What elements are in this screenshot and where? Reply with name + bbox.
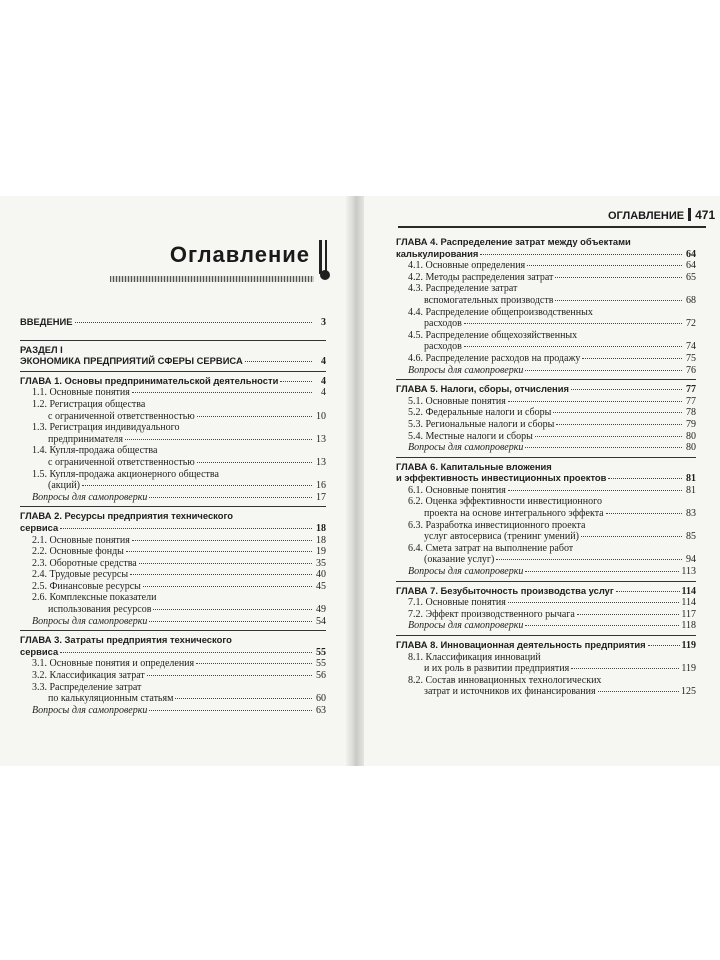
book-gutter [346, 196, 364, 766]
toc-entry-sec[interactable] [20, 399, 326, 422]
toc-entry-text: ВВЕДЕНИЕ [20, 316, 73, 327]
toc-page-number: 68 [686, 294, 696, 306]
toc-entry-text: ГЛАВА 5. Налоги, сборы, отчисления [396, 383, 569, 395]
toc-entry-sec[interactable] [20, 569, 326, 581]
spacer [20, 329, 326, 337]
toc-page-number: 40 [316, 569, 326, 581]
toc-entry-text: ГЛАВА 8. Инновационная деятельность предприятия [396, 639, 646, 650]
toc-entry-row [408, 419, 696, 431]
toc-entry-text: 5.3. Региональные налоги и сборы [408, 418, 555, 430]
toc-entry-sec[interactable] [396, 597, 696, 609]
toc-entry-row [408, 341, 696, 353]
toc-entry-text: Вопросы для самопроверки [408, 566, 524, 578]
toc-entry-chapter[interactable] [396, 383, 696, 396]
toc-entry-text: и эффективность инвестиционных проектов [396, 472, 607, 484]
dot-leader [60, 652, 312, 653]
dot-leader [280, 381, 312, 382]
toc-entry-text: с ограниченной ответственностью [48, 456, 195, 468]
running-header-label: ОГЛАВЛЕНИЕ [608, 210, 685, 222]
toc-entry-row [32, 604, 326, 616]
toc-entry-text: (оказание услуг) [424, 554, 495, 566]
toc-left [20, 312, 326, 716]
toc-entry-text: 7.2. Эффект производственного рычага [408, 608, 575, 620]
toc-page-number: 80 [686, 430, 696, 442]
toc-entry-q[interactable] [396, 566, 696, 578]
toc-entry-sec[interactable] [396, 330, 696, 353]
toc-entry-row [32, 616, 326, 628]
toc-entry-row [408, 260, 696, 272]
toc-page-number: 64 [686, 248, 696, 260]
toc-entry-text: ЭКОНОМИКА ПРЕДПРИЯТИЙ СФЕРЫ СЕРВИСА [20, 355, 243, 367]
dot-leader [149, 621, 312, 622]
toc-page-number: 18 [316, 522, 326, 534]
toc-entry-text: 1.3. Регистрация индивидуального [32, 422, 180, 434]
toc-entry-text: вспомогательных производств [424, 294, 554, 306]
toc-entry-sec[interactable] [20, 658, 326, 670]
toc-entry-row [32, 546, 326, 558]
toc-entry-intro[interactable] [20, 316, 326, 329]
toc-entry-row [396, 248, 696, 261]
toc-entry-sec[interactable] [396, 652, 696, 675]
chapter-divider [396, 457, 696, 458]
toc-entry-row [408, 554, 696, 566]
running-header-rule [398, 226, 706, 228]
toc-entry-text: 4.5. Распределение общехозяйственных [408, 329, 578, 341]
toc-page-number: 4 [321, 375, 326, 387]
toc-page-number: 65 [686, 271, 696, 283]
toc-page-number: 74 [686, 341, 696, 353]
toc-page-number: 81 [686, 473, 696, 485]
dot-leader [149, 710, 312, 711]
toc-page-number: 64 [686, 260, 696, 272]
dot-leader [82, 485, 312, 486]
toc-entry-row [32, 558, 326, 570]
toc-entry-text: 8.2. Состав инновационных технологических [408, 674, 602, 686]
toc-page-number: 72 [686, 318, 696, 330]
toc-entry-text: 1.1. Основные понятия [32, 387, 130, 399]
toc-entry-text: 4.1. Основные определения [408, 260, 526, 272]
toc-page-number: 125 [681, 686, 696, 698]
dot-leader [464, 346, 682, 347]
dot-leader [147, 675, 312, 676]
dot-leader [197, 416, 312, 417]
toc-entry-row [20, 316, 326, 329]
dot-leader [556, 424, 682, 425]
toc-entry-sec[interactable] [20, 469, 326, 492]
toc-entry-text: Вопросы для самопроверки [32, 491, 148, 503]
toc-entry-text: 6.2. Оценка эффективности инвестиционного [408, 496, 602, 508]
toc-entry-text: 7.1. Основные понятия [408, 597, 506, 609]
toc-page-number: 54 [316, 615, 326, 627]
toc-page-number: 119 [681, 663, 696, 675]
toc-entry-sec[interactable] [396, 609, 696, 621]
chapter-divider [20, 506, 326, 507]
toc-entry-row [408, 353, 696, 365]
dot-leader [143, 586, 312, 587]
dot-leader [75, 322, 313, 323]
toc-entry-text: 1.2. Регистрация общества [32, 398, 146, 410]
toc-page-number: 16 [316, 480, 326, 492]
toc-entry-text: ГЛАВА 4. Распределение затрат между объектами [396, 236, 631, 247]
page-title: Оглавление [169, 242, 310, 267]
dot-leader [496, 559, 682, 560]
toc-page-number: 3 [321, 317, 326, 328]
dot-leader [582, 358, 682, 359]
toc-entry-sec[interactable] [396, 272, 696, 284]
toc-page-number: 114 [681, 585, 696, 597]
toc-page-number: 17 [316, 491, 326, 503]
toc-entry-text: ГЛАВА 3. Затраты предприятия технического [20, 634, 232, 646]
dot-leader [571, 668, 679, 669]
toc-entry-text: 3.2. Классификация затрат [32, 670, 145, 682]
toc-entry-text: 4.2. Методы распределения затрат [408, 271, 554, 283]
dot-leader [555, 300, 682, 301]
toc-entry-text: 3.3. Распределение затрат [32, 681, 142, 693]
toc-entry-row [20, 355, 326, 368]
dot-leader [245, 361, 312, 362]
toc-entry-text: и их роль в развитии предприятия [424, 663, 570, 675]
toc-entry-sec[interactable] [396, 496, 696, 519]
toc-page-number: 10 [316, 410, 326, 422]
chapter-divider [396, 379, 696, 380]
dot-leader [525, 370, 682, 371]
toc-entry-sec[interactable] [396, 260, 696, 272]
toc-page-number: 77 [686, 395, 696, 407]
toc-entry-text: Вопросы для самопроверки [32, 615, 148, 627]
dot-leader [197, 462, 312, 463]
toc-entry-text: 5.1. Основные понятия [408, 395, 506, 407]
toc-entry-text: 5.2. Федеральные налоги и сборы [408, 407, 552, 419]
dot-leader [606, 513, 682, 514]
toc-entry-row [32, 492, 326, 504]
toc-entry-sec[interactable] [396, 283, 696, 306]
chapter-divider [20, 340, 326, 341]
toc-entry-text: ГЛАВА 7. Безубыточность производства услуг [396, 584, 614, 596]
toc-entry-row [32, 705, 326, 717]
toc-entry-sec[interactable] [396, 675, 696, 698]
toc-entry-q[interactable] [20, 705, 326, 717]
toc-entry-row [396, 639, 696, 652]
toc-entry-text: по калькуляционным статьям [48, 693, 174, 705]
toc-entry-sec[interactable] [396, 353, 696, 365]
toc-entry-chapter[interactable] [396, 461, 696, 485]
toc-entry-text: (акций) [48, 480, 81, 492]
toc-entry-row [32, 411, 326, 423]
toc-entry-text: использования ресурсов [48, 604, 152, 616]
toc-entry-text: 2.1. Основные понятия [32, 534, 130, 546]
toc-entry-text: с ограниченной ответственностью [48, 410, 195, 422]
toc-page-number: 63 [316, 704, 326, 716]
toc-entry-sec[interactable] [396, 520, 696, 543]
toc-entry-row [408, 318, 696, 330]
toc-page-number: 56 [316, 670, 326, 682]
toc-entry-row [32, 581, 326, 593]
toc-entry-q[interactable] [20, 616, 326, 628]
toc-entry-text: 1.5. Купля-продажа акционерного общества [32, 468, 219, 480]
chapter-divider [396, 581, 696, 582]
dot-leader [132, 392, 312, 393]
dot-leader [508, 602, 679, 603]
toc-entry-text: ГЛАВА 1. Основы предпринимательской деятельности [20, 374, 279, 386]
dot-leader [125, 439, 312, 440]
dot-leader [480, 254, 682, 255]
toc-entry-text: услуг автосервиса (тренинг умений) [424, 531, 579, 543]
toc-entry-row [408, 620, 696, 632]
toc-entry-sec[interactable] [396, 396, 696, 408]
toc-entry-text: 6.3. Разработка инвестиционного проекта [408, 519, 586, 531]
toc-page-number: 114 [681, 597, 696, 609]
toc-entry-sec[interactable] [20, 387, 326, 399]
toc-entry-text: калькулирования [396, 247, 479, 259]
chapter-divider [396, 635, 696, 636]
dot-leader [508, 490, 682, 491]
toc-entry-sec[interactable] [20, 581, 326, 593]
title-block [22, 240, 332, 284]
dot-leader [132, 540, 312, 541]
toc-entry-text: проекта на основе интегрального эффекта [424, 508, 604, 520]
toc-entry-row [32, 480, 326, 492]
toc-entry-chapter[interactable] [20, 510, 326, 534]
toc-entry-row [408, 609, 696, 621]
toc-entry-row [32, 387, 326, 399]
dot-leader [535, 436, 682, 437]
toc-entry-chapter[interactable] [20, 375, 326, 388]
toc-entry-text: 6.4. Смета затрат на выполнение работ [408, 542, 574, 554]
toc-page-number: 85 [686, 531, 696, 543]
dot-leader [581, 536, 682, 537]
toc-entry-sec[interactable] [396, 419, 696, 431]
toc-entry-row [408, 686, 696, 698]
toc-page-number: 113 [681, 566, 696, 578]
dot-leader [130, 574, 312, 575]
toc-entry-text: 2.2. Основные фонды [32, 546, 124, 558]
toc-entry-row [408, 431, 696, 443]
toc-entry-row [408, 508, 696, 520]
toc-entry-row [408, 272, 696, 284]
toc-entry-sec[interactable] [20, 535, 326, 547]
dot-leader [175, 698, 312, 699]
dot-leader [196, 663, 312, 664]
running-header [608, 208, 715, 226]
toc-entry-row [32, 569, 326, 581]
toc-entry-text: 6.1. Основные понятия [408, 484, 506, 496]
toc-entry-text: 1.4. Купля-продажа общества [32, 445, 158, 457]
toc-entry-q[interactable] [396, 620, 696, 632]
toc-entry-text: Вопросы для самопроверки [408, 442, 524, 454]
dot-leader [598, 691, 679, 692]
toc-entry-text: 2.6. Комплексные показатели [32, 592, 157, 604]
toc-entry-sec[interactable] [396, 407, 696, 419]
toc-page-number: 13 [316, 456, 326, 468]
toc-entry-sec[interactable] [20, 422, 326, 445]
toc-entry-text: 8.1. Классификация инноваций [408, 651, 541, 663]
dot-leader [577, 614, 680, 615]
toc-entry-sec[interactable] [20, 682, 326, 705]
dot-leader [60, 528, 312, 529]
toc-page-number: 45 [316, 580, 326, 592]
toc-entry-text: Вопросы для самопроверки [32, 704, 148, 716]
toc-entry-row [408, 485, 696, 497]
left-page [0, 196, 352, 766]
toc-entry-row [408, 597, 696, 609]
toc-entry-text: предпринимателя [48, 433, 123, 445]
title-dot [320, 270, 330, 280]
toc-entry-text: 2.5. Финансовые ресурсы [32, 580, 141, 592]
toc-entry-text: сервиса [20, 521, 59, 533]
toc-entry-row [20, 375, 326, 388]
toc-entry-text: РАЗДЕЛ I [20, 343, 63, 355]
toc-entry-text: ГЛАВА 6. Капитальные вложения [396, 460, 552, 472]
toc-entry-sec[interactable] [20, 592, 326, 615]
dot-leader [616, 591, 680, 592]
toc-page-number: 4 [321, 387, 326, 399]
toc-entry-text: сервиса [20, 645, 59, 657]
dot-leader [153, 609, 312, 610]
toc-entry-text: Вопросы для самопроверки [408, 620, 524, 632]
toc-entry-text: 2.4. Трудовые ресурсы [32, 569, 129, 581]
toc-entry-sec[interactable] [20, 445, 326, 468]
dot-leader [508, 401, 682, 402]
toc-right [396, 236, 696, 698]
dot-leader [571, 389, 682, 390]
toc-entry-razdel[interactable] [20, 344, 326, 368]
dot-leader [608, 478, 682, 479]
toc-page-number: 80 [686, 442, 696, 454]
toc-entry-chapter[interactable] [396, 236, 696, 260]
dot-leader [527, 265, 682, 266]
toc-page-number: 83 [686, 508, 696, 520]
toc-entry-row [20, 646, 326, 659]
toc-entry-sec[interactable] [20, 558, 326, 570]
toc-entry-text: Вопросы для самопроверки [408, 364, 524, 376]
toc-entry-sec[interactable] [20, 546, 326, 558]
dot-leader [648, 645, 680, 646]
chapter-divider [20, 371, 326, 372]
toc-entry-chapter[interactable] [396, 585, 696, 598]
dot-leader [555, 277, 682, 278]
dot-leader [149, 497, 312, 498]
toc-page-number: 94 [686, 554, 696, 566]
toc-entry-row [408, 365, 696, 377]
right-page [360, 196, 720, 766]
toc-page-number: 55 [316, 646, 326, 658]
toc-page-number: 119 [681, 640, 696, 651]
toc-entry-row [408, 566, 696, 578]
chapter-divider [20, 630, 326, 631]
toc-entry-row [396, 472, 696, 485]
toc-entry-row [20, 522, 326, 535]
toc-entry-text: 5.4. Местные налоги и сборы [408, 430, 533, 442]
dot-leader [553, 412, 682, 413]
toc-page-number: 49 [316, 604, 326, 616]
toc-entry-row [408, 407, 696, 419]
toc-page-number: 77 [686, 384, 696, 396]
toc-entry-row [32, 457, 326, 469]
dot-leader [525, 625, 679, 626]
toc-page-number: 117 [681, 608, 696, 620]
toc-page-number: 35 [316, 557, 326, 569]
toc-page-number: 118 [681, 620, 696, 632]
toc-entry-chapter[interactable] [396, 639, 696, 652]
toc-entry-row [32, 670, 326, 682]
toc-page-number: 13 [316, 433, 326, 445]
toc-entry-row [408, 663, 696, 675]
toc-page-number: 75 [686, 352, 696, 364]
toc-entry-row [408, 396, 696, 408]
toc-entry-sec[interactable] [20, 670, 326, 682]
running-header-separator [688, 208, 691, 221]
toc-entry-text: 3.1. Основные понятия и определения [32, 658, 195, 670]
toc-entry-sec[interactable] [396, 485, 696, 497]
toc-page-number: 79 [686, 418, 696, 430]
dot-leader [126, 551, 312, 552]
toc-entry-row [408, 531, 696, 543]
dot-leader [525, 447, 682, 448]
toc-page-number: 18 [316, 534, 326, 546]
toc-entry-text: 4.6. Распределение расходов на продажу [408, 352, 581, 364]
toc-entry-row [408, 295, 696, 307]
page-number: 471 [695, 208, 716, 222]
toc-entry-row [408, 442, 696, 454]
toc-entry-text: расходов [424, 318, 462, 330]
toc-page-number: 76 [686, 364, 696, 376]
toc-entry-q[interactable] [396, 442, 696, 454]
book-spread [0, 196, 720, 766]
dot-leader [525, 571, 679, 572]
toc-entry-row [32, 693, 326, 705]
toc-entry-text: затрат и источников их финансирования [424, 686, 596, 698]
toc-entry-text: ГЛАВА 2. Ресурсы предприятия технического [20, 510, 233, 522]
toc-page-number: 81 [686, 484, 696, 496]
title-underline-hatch [110, 276, 314, 282]
toc-entry-text: 4.3. Распределение затрат [408, 283, 518, 295]
toc-entry-q[interactable] [20, 492, 326, 504]
toc-page-number: 19 [316, 546, 326, 558]
toc-entry-row [32, 535, 326, 547]
dot-leader [139, 563, 312, 564]
title-bar-thin [325, 240, 327, 274]
toc-entry-row [396, 585, 696, 598]
toc-entry-row [396, 383, 696, 396]
toc-page-number: 4 [321, 356, 326, 368]
toc-entry-q[interactable] [396, 365, 696, 377]
toc-entry-text: 4.4. Распределение общепроизводственных [408, 306, 593, 318]
toc-page-number: 78 [686, 407, 696, 419]
toc-entry-text: 2.3. Оборотные средства [32, 557, 137, 569]
toc-page-number: 60 [316, 693, 326, 705]
toc-entry-sec[interactable] [396, 543, 696, 566]
toc-entry-chapter[interactable] [20, 634, 326, 658]
toc-entry-row [32, 434, 326, 446]
toc-entry-row [32, 658, 326, 670]
toc-entry-text: расходов [424, 341, 462, 353]
toc-page-number: 55 [316, 658, 326, 670]
dot-leader [464, 323, 682, 324]
title-bar [319, 240, 322, 274]
toc-entry-sec[interactable] [396, 431, 696, 443]
toc-entry-sec[interactable] [396, 307, 696, 330]
